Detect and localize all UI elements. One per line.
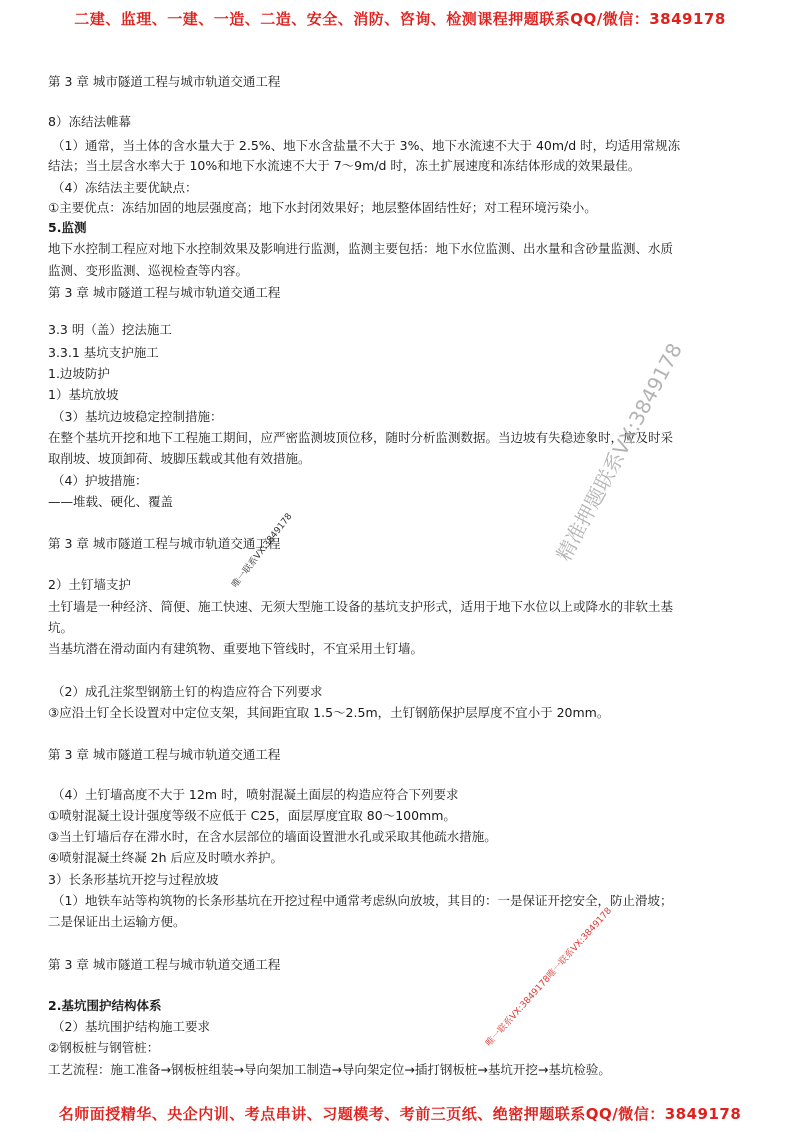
paragraph-line: ①喷射混凝土设计强度等级不应低于 C25，面层厚度宜取 80～100mm。 [48,808,456,823]
paragraph-line: （4）土钉墙高度不大于 12m 时，喷射混凝土面层的构造应符合下列要求 [52,787,459,802]
chapter-heading: 第 3 章 城市隧道工程与城市轨道交通工程 [48,957,281,972]
section-heading: 2）土钉墙支护 [48,577,131,592]
paragraph-line: （3）基坑边坡稳定控制措施： [52,409,223,424]
paragraph-line: 结法；当土层含水率大于 10%和地下水流速不大于 7～9m/d 时，冻土扩展速度和冻结体形成的效果最佳。 [48,158,641,173]
paragraph-line: ①主要优点：冻结加固的地层强度高；地下水封闭效果好；地层整体固结性好；对工程环境污染小。 [48,200,597,215]
section-heading: 1.边坡防护 [48,366,110,381]
footer-banner: 名师面授精华、央企内训、考点串讲、习题模考、考前三页纸、绝密押题联系QQ/微信：3849178 [58,1105,742,1123]
chapter-heading: 第 3 章 城市隧道工程与城市轨道交通工程 [48,285,281,300]
paragraph-line: ③当土钉墙后存在滞水时，在含水层部位的墙面设置泄水孔或采取其他疏水措施。 [48,829,497,844]
paragraph-line: ②钢板桩与钢管桩： [48,1040,160,1055]
chapter-heading: 第 3 章 城市隧道工程与城市轨道交通工程 [48,747,281,762]
paragraph-line: 地下水控制工程应对地下水控制效果及影响进行监测，监测主要包括：地下水位监测、出水量和含砂量监测、水质 [48,241,674,256]
paragraph-line: 坑。 [48,620,74,635]
section-heading: 2.基坑围护结构体系 [48,998,162,1013]
paragraph-line: ——堆载、硬化、覆盖 [48,494,174,509]
paragraph-line: （2）成孔注浆型钢筋土钉的构造应符合下列要求 [52,684,323,699]
paragraph-line: 二是保证出土运输方便。 [48,914,186,929]
section-heading: 3.3.1 基坑支护施工 [48,345,159,360]
section-heading: 3）长条形基坑开挖与过程放坡 [48,872,219,887]
paragraph-line: 土钉墙是一种经济、简便、施工快速、无须大型施工设备的基坑支护形式，适用于地下水位以上或降水的非软土基 [48,599,674,614]
paragraph-line: 监测、变形监测、巡视检查等内容。 [48,263,249,278]
paragraph-line: （1）地铁车站等构筑物的长条形基坑在开挖过程中通常考虑纵向放坡，其目的：一是保证开挖安全，防止滑坡； [52,893,673,908]
paragraph-line: 取削坡、坡顶卸荷、坡脚压载或其他有效措施。 [48,451,311,466]
chapter-heading: 第 3 章 城市隧道工程与城市轨道交通工程 [48,536,281,551]
paragraph-line: （2）基坑围护结构施工要求 [52,1019,210,1034]
watermark-small-red: 唯一联系VX:3849178唯一联系VX:3849178 [484,906,615,1049]
paragraph-line: （1）通常，当土体的含水量大于 2.5%、地下水含盐量不大于 3%、地下水流速不大于 40m/d 时，均适用常规冻 [52,138,681,153]
section-heading: 5.监测 [48,220,87,235]
paragraph-line: 工艺流程：施工准备→钢板桩组装→导向架加工制造→导向架定位→插打钢板桩→基坑开挖→基坑检验。 [48,1062,611,1077]
paragraph-line: ④喷射混凝土终凝 2h 后应及时喷水养护。 [48,850,284,865]
watermark-large: 精准押题联系VX:3849178 [551,339,687,566]
paragraph-line: ③应沿土钉全长设置对中定位支架，其间距宜取 1.5～2.5m，土钉钢筋保护层厚度不宜小于 20mm。 [48,705,610,720]
section-heading: 1）基坑放坡 [48,387,119,402]
paragraph-line: 当基坑潜在滑动面内有建筑物、重要地下管线时，不宜采用土钉墙。 [48,641,424,656]
section-heading: 3.3 明（盖）挖法施工 [48,322,172,337]
paragraph-line: 在整个基坑开挖和地下工程施工期间，应严密监测坡顶位移，随时分析监测数据。当边坡有失稳迹象时，应及时采 [48,430,674,445]
paragraph-line: （4）护坡措施： [52,473,148,488]
chapter-heading: 第 3 章 城市隧道工程与城市轨道交通工程 [48,74,281,89]
paragraph-line: （4）冻结法主要优缺点： [52,180,198,195]
watermark-small: 唯一联系VX:3849178 [230,511,295,591]
header-banner: 二建、监理、一建、一造、二造、安全、消防、咨询、检测课程押题联系QQ/微信：3849178 [74,10,726,28]
section-heading: 8）冻结法帷幕 [48,114,131,129]
